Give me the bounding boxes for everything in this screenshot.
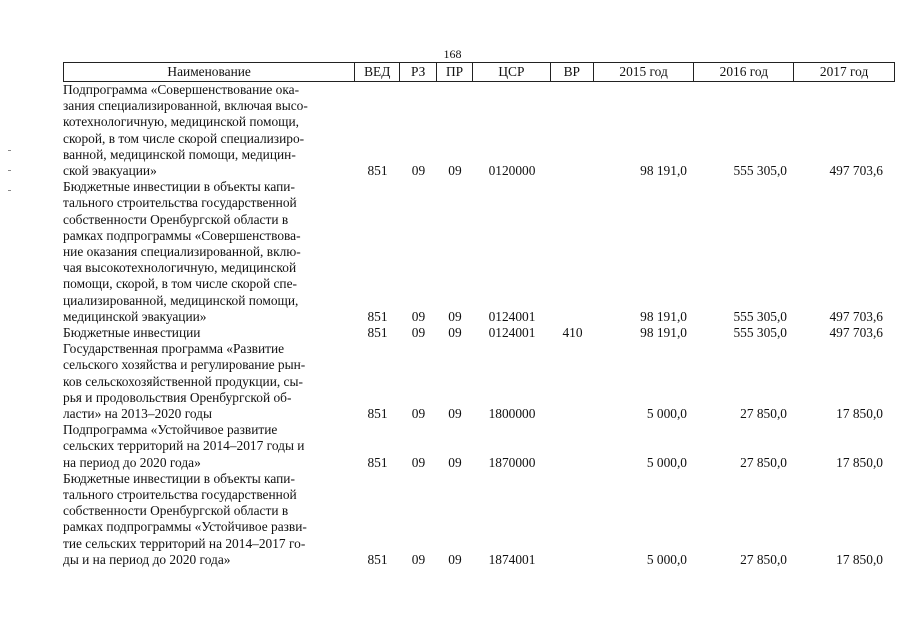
row-ved: 851 bbox=[367, 551, 388, 567]
row-pr: 09 bbox=[448, 454, 462, 470]
row-pr: 09 bbox=[448, 163, 462, 179]
row-2016: 555 305,0 bbox=[733, 308, 787, 324]
row-name-line: сельских территорий на 2014–2017 годы и bbox=[63, 438, 305, 454]
row-ved: 851 bbox=[367, 454, 388, 470]
table-row bbox=[63, 82, 895, 179]
table-row bbox=[63, 179, 895, 325]
row-ved: 851 bbox=[367, 308, 388, 324]
row-name bbox=[63, 82, 355, 179]
header-2016: 2016 год bbox=[694, 63, 794, 81]
row-name-line: тие сельских территорий на 2014–2017 го- bbox=[63, 535, 306, 551]
table-row bbox=[63, 471, 895, 568]
table-row bbox=[63, 325, 895, 341]
row-rz: 09 bbox=[411, 406, 426, 422]
row-name-line: рамках подпрограммы «Совершенствова- bbox=[63, 227, 301, 243]
row-rz: 09 bbox=[411, 308, 426, 324]
header-rz: РЗ bbox=[400, 63, 437, 81]
row-name-line: ласти» на 2013–2020 годы bbox=[63, 406, 212, 422]
header-vr: ВР bbox=[551, 63, 594, 81]
margin-mark bbox=[8, 150, 11, 151]
row-name-line: собственности Оренбургской области в bbox=[63, 211, 289, 227]
row-csr: 0124001 bbox=[488, 308, 536, 324]
row-rz: 09 bbox=[411, 551, 426, 567]
row-name-line: ние оказания специализированной, вклю- bbox=[63, 244, 301, 260]
row-csr: 0124001 bbox=[488, 325, 536, 341]
row-2016: 27 850,0 bbox=[740, 551, 787, 567]
row-2015: 5 000,0 bbox=[646, 551, 687, 567]
header-pr: ПР bbox=[437, 63, 473, 81]
row-name-line: котехнологичную, медицинской помощи, bbox=[63, 114, 299, 130]
header-2015: 2015 год bbox=[594, 63, 695, 81]
row-pr: 09 bbox=[448, 406, 462, 422]
row-2017: 497 703,6 bbox=[829, 325, 883, 341]
page-number: 168 bbox=[443, 47, 462, 61]
margin-mark bbox=[8, 190, 11, 191]
row-name-line: ды и на период до 2020 года» bbox=[63, 551, 231, 567]
row-2017: 497 703,6 bbox=[829, 163, 883, 179]
row-2016: 27 850,0 bbox=[740, 454, 787, 470]
row-name-line: сельского хозяйства и регулирование рын- bbox=[63, 357, 306, 373]
header-2017: 2017 год bbox=[819, 64, 869, 79]
row-name-line: ской эвакуации» bbox=[63, 163, 157, 179]
row-name-line: Подпрограмма «Совершенствование ока- bbox=[63, 82, 300, 97]
row-name-line: тального строительства государственной bbox=[63, 195, 297, 211]
row-name-line: тального строительства государственной bbox=[63, 487, 297, 503]
row-name-line: Бюджетные инвестиции в объекты капи- bbox=[63, 179, 295, 195]
row-rz: 09 bbox=[411, 454, 426, 470]
row-2015: 98 191,0 bbox=[640, 163, 687, 179]
row-name-line: зания специализированной, включая высо- bbox=[63, 98, 308, 114]
row-name-line: рья и продовольствия Оренбургской об- bbox=[63, 389, 292, 405]
row-name bbox=[63, 341, 355, 422]
budget-table bbox=[63, 62, 895, 568]
row-ved: 851 bbox=[367, 325, 388, 341]
margin-mark bbox=[8, 170, 11, 171]
row-name-line: Подпрограмма «Устойчивое развитие bbox=[63, 422, 278, 438]
row-pr: 09 bbox=[448, 308, 462, 324]
row-2017: 497 703,6 bbox=[829, 308, 883, 324]
row-name-line: Бюджетные инвестиции bbox=[63, 325, 201, 341]
row-name-line: ванной, медицинской помощи, медицин- bbox=[63, 146, 296, 162]
table-header bbox=[63, 62, 895, 82]
row-ved: 851 bbox=[367, 406, 388, 422]
row-2017: 17 850,0 bbox=[836, 551, 883, 567]
header-csr: ЦСР bbox=[473, 63, 551, 81]
row-2015: 98 191,0 bbox=[640, 308, 687, 324]
row-name-line: Бюджетные инвестиции в объекты капи- bbox=[63, 470, 295, 486]
row-name bbox=[63, 471, 355, 568]
table-body bbox=[63, 82, 895, 568]
row-rz: 09 bbox=[411, 325, 426, 341]
row-2016: 27 850,0 bbox=[740, 406, 787, 422]
row-name-line: чая высокотехнологичную, медицинской bbox=[63, 260, 297, 276]
row-csr: 1874001 bbox=[488, 551, 536, 567]
row-2015: 98 191,0 bbox=[640, 325, 687, 341]
table-row bbox=[63, 341, 895, 422]
row-name bbox=[63, 422, 355, 471]
row-2016: 555 305,0 bbox=[733, 325, 787, 341]
row-2017: 17 850,0 bbox=[836, 406, 883, 422]
row-vr: 410 bbox=[562, 325, 583, 341]
row-name-line: скорой, в том числе скорой специализиро- bbox=[63, 130, 305, 146]
row-name-line: помощи, скорой, в том числе скорой спе- bbox=[63, 276, 297, 292]
header-name: Наименование bbox=[64, 63, 355, 81]
row-name-line: собственности Оренбургской области в bbox=[63, 503, 289, 519]
row-name-line: Государственная программа «Развитие bbox=[63, 341, 285, 357]
header-ved: ВЕД bbox=[355, 63, 400, 81]
row-name-line: на период до 2020 года» bbox=[63, 454, 201, 470]
row-2017: 17 850,0 bbox=[836, 454, 883, 470]
row-pr: 09 bbox=[448, 325, 462, 341]
row-name-line: медицинской эвакуации» bbox=[63, 308, 207, 324]
row-2015: 5 000,0 bbox=[646, 406, 687, 422]
row-name-line: циализированной, медицинской помощи, bbox=[63, 292, 299, 308]
row-ved: 851 bbox=[367, 163, 388, 179]
row-csr: 0120000 bbox=[488, 163, 536, 179]
row-2015: 5 000,0 bbox=[646, 454, 687, 470]
row-2016: 555 305,0 bbox=[733, 163, 787, 179]
row-name bbox=[63, 179, 355, 325]
table-row bbox=[63, 422, 895, 471]
row-rz: 09 bbox=[411, 163, 426, 179]
row-csr: 1800000 bbox=[488, 406, 536, 422]
row-name bbox=[63, 325, 355, 341]
row-name-line: рамках подпрограммы «Устойчивое разви- bbox=[63, 519, 307, 535]
row-pr: 09 bbox=[448, 551, 462, 567]
row-name-line: ков сельскохозяйственной продукции, сы- bbox=[63, 373, 303, 389]
row-csr: 1870000 bbox=[488, 454, 536, 470]
